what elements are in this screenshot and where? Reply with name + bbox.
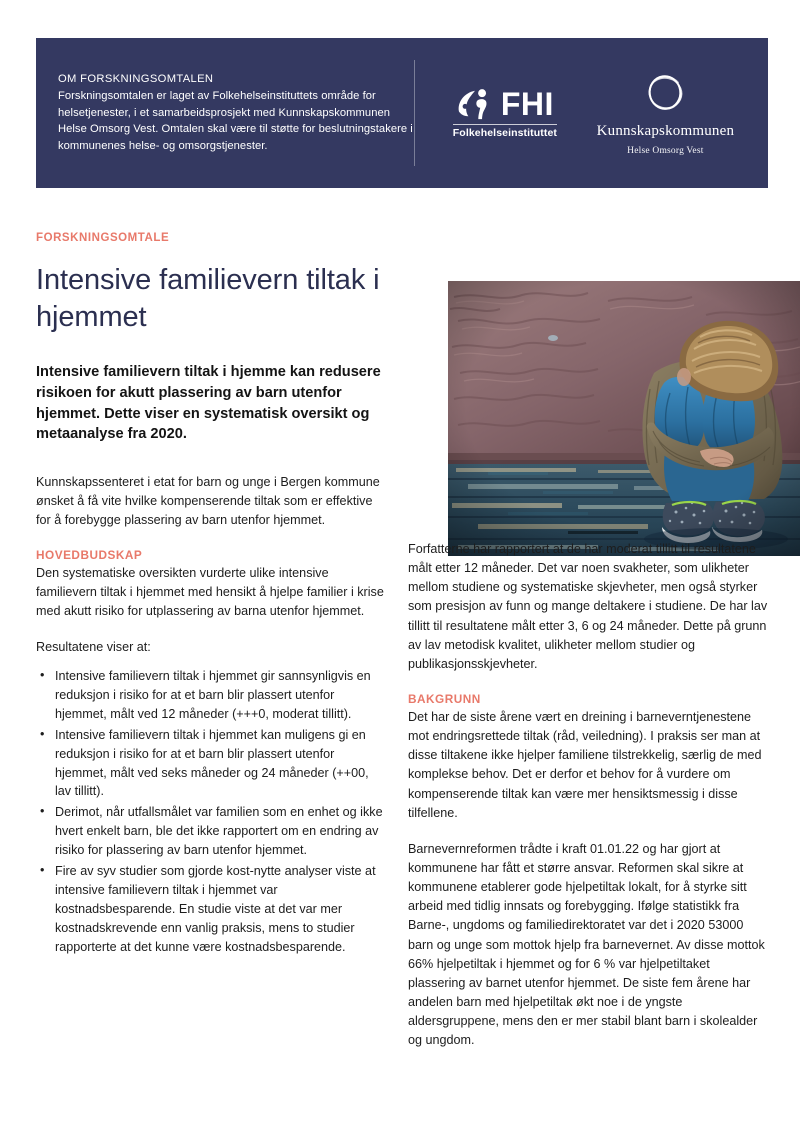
fhi-wordmark: FHI (500, 86, 554, 122)
article-kicker: FORSKNINGSOMTALE (36, 232, 170, 244)
fhi-logo-top (456, 87, 554, 121)
header-about-paragraph: Forskningsomtalen er laget av Folkehelseinstituttets område for helsetjenester, i et samarbeidsprosjekt med Kunnskapskommunen Helse Omsorg Vest. Omtalen skal være til støtte for beslutningstakere i kommunenes helse- og omsorgstjenester. (58, 89, 413, 153)
sketch-ring-icon (642, 70, 688, 116)
kunnskapskommunen-logo (597, 70, 735, 156)
header-band (36, 38, 768, 188)
header-about-label: OM FORSKNINGSOMTALEN (58, 73, 214, 85)
article-intro-paragraph: Kunnskapssenteret i etat for barn og unge i Bergen kommune ønsket å få vite hvilke kompenserende tiltak som er effektive for å forebygge plassering av barn utenfor hjemmet. (36, 475, 380, 528)
right-column (408, 232, 768, 1050)
hovedbudskap-bullet-list (36, 667, 388, 956)
section-heading-hovedbudskap: HOVEDBUDSKAP (36, 547, 143, 562)
list-item: • Intensive familievern tiltak i hjemmet kan muligens gi en reduksjon i risiko for at et barn blir plassert utenfor hjemmet, målt ved seks måneder og 24 måneder (++00, lav tillitt). (55, 726, 388, 802)
fhi-logo-rule (453, 124, 557, 125)
fhi-logo (453, 87, 557, 139)
fhi-subtitle: Folkehelseinstituttet (452, 127, 557, 139)
fhi-figure-icon (456, 87, 494, 121)
article-lede: Intensive familievern tiltak i hjemme kan redusere risikoen for akutt plassering av barn utenfor hjemmet. Dette viser en systematisk oversikt og metaanalyse fra 2020. (36, 364, 381, 443)
list-item: • Derimot, når utfallsmålet var familien som en enhet og ikke hvert enkelt barn, ble det ikke rapportert om en endring av risiko for plassering av barn utenfor hjemmet. (55, 803, 388, 860)
section-heading-bakgrunn: BAKGRUNN (408, 691, 481, 706)
header-about-block (36, 71, 414, 155)
results-lead: Resultatene viser at: (36, 639, 151, 654)
left-column (36, 232, 388, 958)
kunnskapskommunen-wordmark: Kunnskapskommunen (596, 123, 735, 140)
bakgrunn-paragraph-2: Barnevernreformen trådte i kraft 01.01.22 og har gjort at kommunene har fått et større ansvar. Reformen skal sikre at kommunene etablerer gode hjelpetiltak lokalt, for å styrke sitt arbeid med tidlig innsats og forebygging. Ifølge statistikk fra Barne-, ungdoms og familiedirektoratet var det i 2020 53000 barn og unge som mottok hjelp fra barnevernet. Av disse mottok 66% hjelpetiltak i hjemmet og for 6 % var hjelpetiltaket plassering av barnet utenfor hjemmet. De siste fem årene har andelen barn med hjelpetiltak økt noe i de yngste aldersgruppene, mens den er mer stabil blant barn i skolealder og ungdom. (408, 841, 765, 1048)
list-item: • Fire av syv studier som gjorde kost-nytte analyser viste at intensive familievern tiltak i hjemmet var kostnadsbesparende. En studie viste at det var mer kostnadskrevende enn vanlig praksis, mens to studier rapporterte at det kunne være kostnadsbesparende. (55, 862, 388, 956)
header-logos (415, 38, 768, 188)
list-item: • Intensive familievern tiltak i hjemmet gir sannsynligvis en reduksjon i risiko for at et barn blir plassert utenfor hjemmet, målt ved 12 måneder (+++0, moderat tillitt). (55, 667, 388, 724)
photo-spacer (408, 232, 768, 540)
bakgrunn-paragraph-1: Det har de siste årene vært en dreining i barneverntjenestene mot endringsrettede tiltak (råd, veiledning). I praksis ser man at disse tiltakene ikke hjelper familiene tilstrekkelig, særlig de med komplekse behov. Det er derfor et behov for å vurdere om kompenserende tiltak kan være mer hensiktsmessig i disse tilfellene. (408, 709, 762, 820)
page-title: Intensive familievern tiltak i hjemmet (36, 264, 380, 334)
hovedbudskap-paragraph: Den systematiske oversikten vurderte ulike intensive familievern tiltak i hjemmet med hensikt å hjelpe familier i krise med akutt risiko for utplassering av barna utenfor hjemmet. (36, 565, 384, 618)
tillit-paragraph: Forfatterne har rapportert at de har moderat tillitt til resultatene målt etter 12 måneder. Det var noen svakheter, som ulikheter mellom studiene og systematiske skjevheter, men også styrker som presisjon av funn og mange deltakere i studiene. De har lav tillitt til resultatene målt etter 3, 6 og 24 måneder. Dette på grunn av lav metodisk kvalitet, ulikheter mellom studier og publikasjonsskjevheter. (408, 542, 768, 671)
kunnskapskommunen-subtitle: Helse Omsorg Vest (627, 145, 704, 156)
